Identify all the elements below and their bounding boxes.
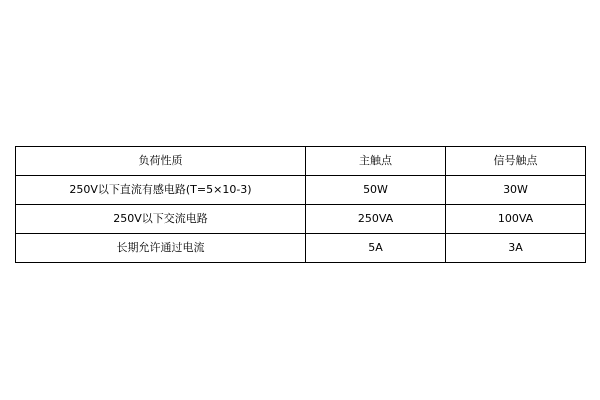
cell-main-contact: 250VA — [306, 205, 446, 234]
cell-load-nature: 250V以下交流电路 — [16, 205, 306, 234]
cell-load-nature: 长期允许通过电流 — [16, 234, 306, 263]
table-row — [16, 234, 586, 263]
cell-signal-contact: 100VA — [446, 205, 586, 234]
contact-rating-table — [15, 146, 586, 263]
table-row — [16, 176, 586, 205]
column-header-main-contact: 主触点 — [306, 147, 446, 176]
spec-table-container — [15, 146, 585, 263]
cell-signal-contact: 30W — [446, 176, 586, 205]
cell-main-contact: 5A — [306, 234, 446, 263]
column-header-signal-contact: 信号触点 — [446, 147, 586, 176]
column-header-load-nature: 负荷性质 — [16, 147, 306, 176]
cell-load-nature: 250V以下直流有感电路(T=5×10-3) — [16, 176, 306, 205]
cell-main-contact: 50W — [306, 176, 446, 205]
table-header-row — [16, 147, 586, 176]
table-row — [16, 205, 586, 234]
cell-signal-contact: 3A — [446, 234, 586, 263]
